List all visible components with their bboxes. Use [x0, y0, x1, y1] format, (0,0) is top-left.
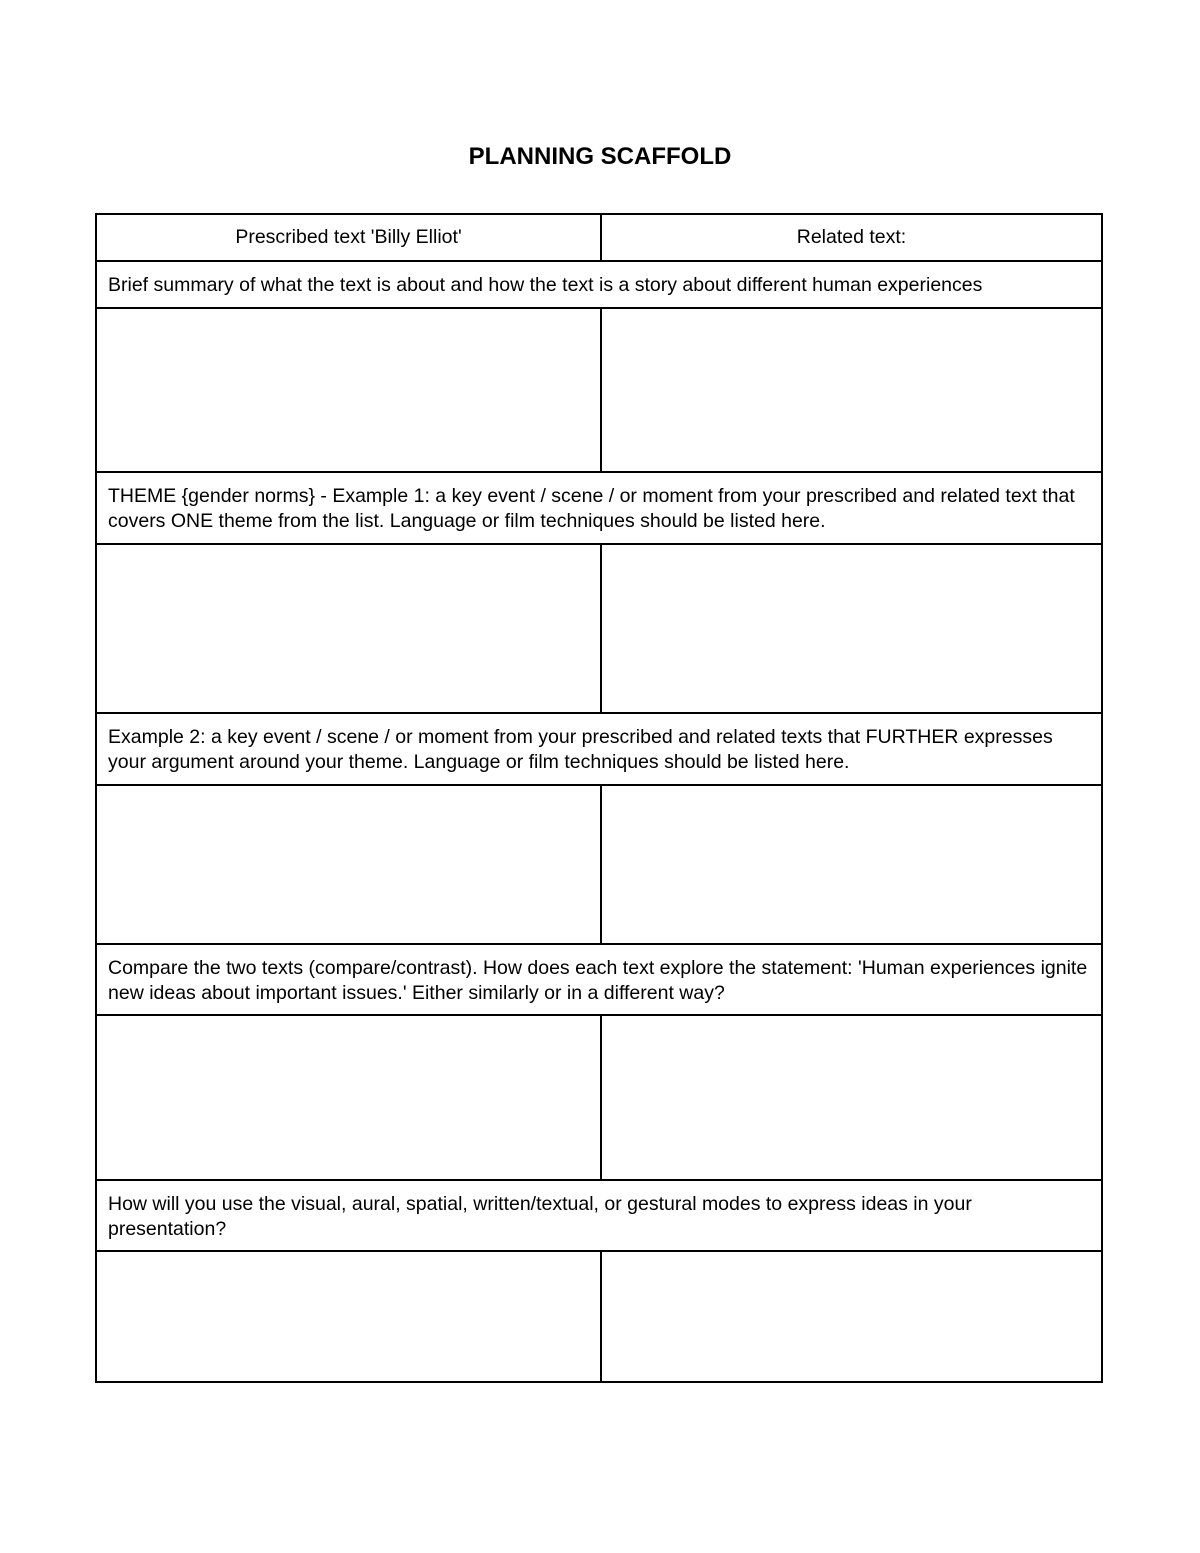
section-prompt-summary: Brief summary of what the text is about and how the text is a story about different human experiences	[96, 261, 1102, 308]
response-row	[96, 1015, 1102, 1180]
section-prompt-row	[96, 1180, 1102, 1251]
response-cell-related[interactable]	[601, 785, 1102, 944]
response-cell-prescribed[interactable]	[96, 544, 601, 713]
response-cell-related[interactable]	[601, 1251, 1102, 1382]
response-row	[96, 1251, 1102, 1382]
response-row	[96, 308, 1102, 472]
response-row	[96, 785, 1102, 944]
column-header-prescribed: Prescribed text 'Billy Elliot'	[96, 214, 601, 261]
response-cell-related[interactable]	[601, 1015, 1102, 1180]
response-cell-prescribed[interactable]	[96, 785, 601, 944]
page-title: PLANNING SCAFFOLD	[468, 143, 732, 170]
response-cell-prescribed[interactable]	[96, 1015, 601, 1180]
response-cell-prescribed[interactable]	[96, 308, 601, 472]
response-cell-prescribed[interactable]	[96, 1251, 601, 1382]
response-cell-related[interactable]	[601, 544, 1102, 713]
section-prompt-row	[96, 261, 1102, 308]
section-prompt-compare: Compare the two texts (compare/contrast). How does each text explore the statement: 'Human experiences ignite new ideas about important issues.' Either similarly or in a different way?	[96, 944, 1102, 1015]
column-header-related: Related text:	[601, 214, 1102, 261]
section-prompt-row	[96, 944, 1102, 1015]
response-cell-related[interactable]	[601, 308, 1102, 472]
response-row	[96, 544, 1102, 713]
section-prompt-row	[96, 472, 1102, 544]
section-prompt-example-1: THEME {gender norms} - Example 1: a key event / scene / or moment from your prescribed and related text that covers ONE theme from the list. Language or film techniques should be listed here.	[96, 472, 1102, 544]
section-prompt-row	[96, 713, 1102, 785]
section-prompt-modes: How will you use the visual, aural, spatial, written/textual, or gestural modes to express ideas in your presentation?	[96, 1180, 1102, 1251]
planning-table	[95, 213, 1103, 1383]
section-prompt-example-2: Example 2: a key event / scene / or moment from your prescribed and related texts that FURTHER expresses your argument around your theme. Language or film techniques should be listed here.	[96, 713, 1102, 785]
header-row	[96, 214, 1102, 261]
